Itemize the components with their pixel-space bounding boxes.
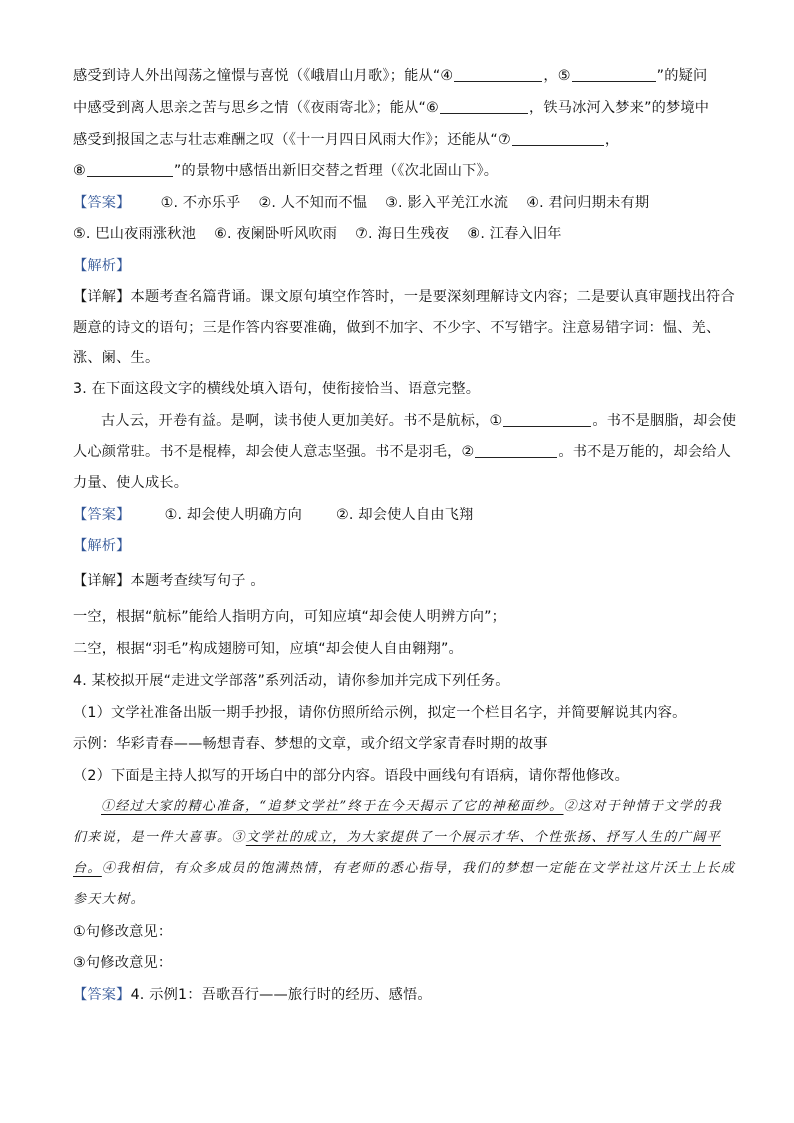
blank-8 (87, 161, 173, 177)
answer-item: ②. 人不知而不愠 (258, 195, 368, 211)
q2-detail-2: 题意的诗文的语句；三是作答内容要准确，做到不加字、不少字、不写错字。注意易错字词：愠、羌、 (73, 320, 721, 336)
q3-explain-2: 二空，根据“羽毛”构成翅膀可知，应填“却会使人自由翱翔”。 (73, 641, 463, 657)
handwritten-line-4: 参天大树。 (73, 892, 146, 907)
answer-item: ③. 影入平羌江水流 (385, 195, 509, 211)
sentence-4: ④我相信，有众多成员的饱满热情，有老师的悉心指导，我们的梦想一定能在文学社这片沃土上长成 (101, 861, 736, 876)
handwritten-line-1 (101, 797, 722, 817)
blank-1 (503, 411, 591, 427)
q3-stem: 3. 在下面这段文字的横线处填入语句，使衔接恰当、语意完整。 (73, 381, 481, 397)
q2-line-2 (73, 98, 709, 118)
sentence-2-end: 们来说，是一件大喜事。③ (73, 830, 246, 845)
answer-item: ⑦. 海日生残夜 (355, 226, 450, 242)
q2-answer-row-1 (73, 193, 649, 213)
q2-text: 感受到报国之志与壮志难酬之叹（《十一月四日风雨大作》；还能从“⑦ (73, 132, 511, 148)
q4-answer-row (73, 985, 432, 1005)
q2-answer-row-2 (73, 224, 562, 244)
q3-answer-row (73, 505, 473, 525)
answer-item: ①. 却会使人明确方向 (164, 507, 303, 523)
answer-item: ⑧. 江春入旧年 (467, 226, 562, 242)
q3-text: 。书不是万能的，却会给人 (558, 444, 732, 460)
blank-2 (475, 442, 557, 458)
q2-text: ⑧ (73, 163, 86, 179)
fix-sentence-3: ③句修改意见： (73, 955, 173, 971)
answer-item: ⑥. 夜阑卧听风吹雨 (214, 226, 338, 242)
q3-passage-1 (101, 411, 736, 431)
q3-detail: 【详解】本题考查续写句子 。 (73, 573, 265, 589)
fix-sentence-1: ①句修改意见： (73, 924, 173, 940)
answer-item: ①. 不亦乐乎 (160, 195, 241, 211)
q4-sub-1: （1）文学社准备出版一期手抄报，请你仿照所给示例，拟定一个栏目名字，并简要解说其内容。 (73, 705, 687, 721)
blank-6 (440, 98, 528, 114)
q2-text: ”的疑问 (656, 68, 708, 84)
sentence-2: ②这对于钟情于文学的我 (563, 799, 722, 814)
q4-sub-2: （2）下面是主持人拟写的开场白中的部分内容。语段中画线句有语病，请你帮他修改。 (73, 768, 629, 784)
answer-label: 【答案】 (73, 507, 131, 523)
handwritten-line-2 (73, 828, 721, 848)
q4-example: 示例：华彩青春——畅想青春、梦想的文章，或介绍文学家青春时期的故事 (73, 736, 548, 752)
q2-text: ”的景物中感悟出新旧交替之哲理（《次北固山下》。 (173, 163, 499, 179)
answer-item: ④. 君问归期未有期 (526, 195, 650, 211)
blank-5 (572, 66, 656, 82)
q3-passage-3: 力量、使人成长。 (73, 475, 189, 491)
q2-line-4 (73, 161, 498, 181)
answer-label: 【答案】 (73, 195, 131, 211)
q3-explain-1: 一空，根据“航标”能给人指明方向，可知应填“却会使人明辨方向”； (73, 609, 507, 625)
q2-text: ，⑤ (543, 68, 571, 84)
q3-passage-2 (73, 442, 731, 462)
blank-7 (512, 130, 604, 146)
handwritten-line-3 (73, 859, 735, 879)
q4-stem: 4. 某校拟开展“走进文学部落”系列活动，请你参加并完成下列任务。 (73, 673, 510, 689)
underlined-sentence-1: ①经过大家的精心准备，“追梦文学社”终于在今天揭示了它的神秘面纱。 (101, 799, 564, 814)
q2-detail-1: 【详解】本题考查名篇背诵。课文原句填空作答时，一是要深刻理解诗文内容；二是要认真审题找出符合 (73, 289, 735, 305)
answer-item: ②. 却会使人自由飞翔 (336, 507, 474, 523)
q3-text: 古人云，开卷有益。是啊，读书使人更加美好。书不是航标，① (101, 413, 503, 429)
q3-text: 人心颜常驻。书不是棍棒，却会使人意志坚强。书不是羽毛，② (73, 444, 475, 460)
q3-text: 。书不是胭脂，却会使 (592, 413, 737, 429)
blank-4 (454, 66, 542, 82)
q2-text: ，铁马冰河入梦来”的梦境中 (528, 100, 710, 116)
q2-line-1 (73, 66, 707, 86)
answer-item: ⑤. 巴山夜雨涨秋池 (73, 226, 197, 242)
q2-detail-3: 涨、阑、生。 (73, 350, 160, 366)
q2-text: 中感受到离人思亲之苦与思乡之情（《夜雨寄北》；能从“⑥ (73, 100, 439, 116)
answer-item: 4. 示例1：吾歌吾行——旅行时的经历、感悟。 (130, 987, 432, 1003)
q2-line-3 (73, 130, 619, 150)
underlined-sentence-3: 文学社的成立，为大家提供了一个展示才华、个性张扬、抒写人生的广阔平 (245, 830, 722, 845)
q2-text: ， (604, 132, 620, 148)
underlined-sentence-3-end: 台。 (73, 861, 102, 876)
analysis-label: 【解析】 (73, 258, 131, 274)
q2-text: 感受到诗人外出闯荡之憧憬与喜悦（《峨眉山月歌》；能从“④ (73, 68, 454, 84)
analysis-label: 【解析】 (73, 538, 131, 554)
answer-label: 【答案】 (73, 987, 131, 1003)
